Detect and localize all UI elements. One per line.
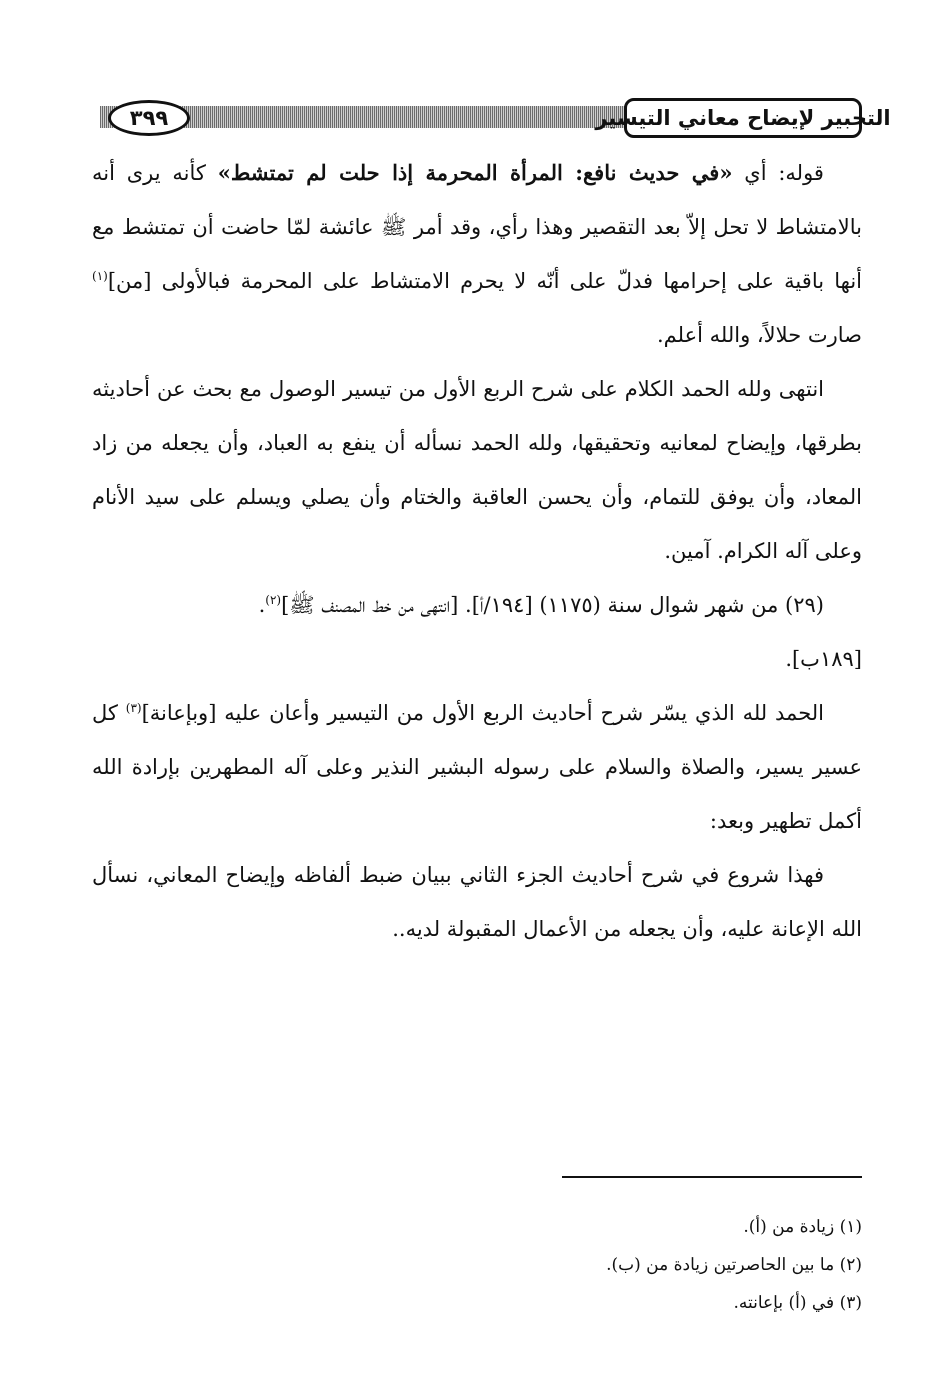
- footnotes: [92, 1208, 862, 1322]
- footnote-ref-2: (٢): [265, 593, 282, 607]
- paragraph-1-quote: «في حديث نافع: المرأة المحرمة إذا حلت لم تمتشط»: [217, 160, 733, 185]
- paragraph-1-prefix: قوله: أي: [732, 161, 824, 185]
- page-number: ٣٩٩: [129, 106, 169, 130]
- paragraph-2: انتهى ولله الحمد الكلام على شرح الربع الأول من تيسير الوصول مع بحث عن أحاديثه بطرقها، وإيضاح لمعانيه وتحقيقها، ولله الحمد نسأله أن ينفع به العباد، وأن يجعله من زاد المعاد، وأن يوفق للتمام، وأن يحسن العاقبة والختام وأن يصلي ويسلم على سيد الأنام وعلى آله الكرام. آمين.: [92, 377, 862, 563]
- footnote-ref-3: (٣): [125, 701, 142, 715]
- footnote-separator: [562, 1176, 862, 1178]
- page-header: [90, 94, 891, 146]
- paragraph-6: فهذا شروع في شرح أحاديث الجزء الثاني ببيان ضبط ألفاظه وإيضاح المعاني، نسأل الله الإعانة عليه، وأن يجعله من الأعمال المقبولة لديه..: [92, 863, 862, 941]
- paragraph-1-text: كأنه يرى أنه بالامتشاط لا تحل إلاّ بعد التقصير وهذا رأي، وقد أمر ﷺ عائشة لمّا حاضت أن تمتشط مع أنها باقية على إحرامها فدلّ على أنّه لا يحرم الامتشاط على المحرمة فبالأولى [من]: [92, 161, 862, 293]
- page-number-badge: [108, 100, 190, 136]
- paragraph-5-text: الحمد لله الذي يسّر شرح أحاديث الربع الأول من التيسير وأعان عليه [وبإعانة]: [141, 701, 824, 725]
- paragraph-5: [92, 686, 862, 848]
- paragraph-3-suffix: .: [258, 593, 266, 617]
- footnote-2: (٢) ما بين الحاصرتين زيادة من (ب).: [606, 1255, 862, 1275]
- paragraph-3: [92, 578, 862, 632]
- book-title: التحبير لإيضاح معاني التيسير: [595, 106, 891, 130]
- paragraph-1-suffix: صارت حلالاً، والله أعلم.: [657, 323, 862, 347]
- paragraph-3-text: (٢٩) من شهر شوال سنة (١١٧٥) [١٩٤/أ]. [انتهى من خط المصنف ﷺ]: [281, 593, 824, 617]
- book-title-box: [595, 98, 891, 138]
- main-text: [92, 146, 862, 956]
- paragraph-4: [١٨٩ب].: [785, 647, 862, 671]
- paragraph-5-suffix: كل عسير يسير، والصلاة والسلام على رسوله البشير النذير وعلى آله المطهرين بإرادة الله أكمل تطهير وبعد:: [92, 701, 862, 833]
- paragraph-1: [92, 146, 862, 362]
- footnote-1: (١) زيادة من (أ).: [743, 1217, 862, 1237]
- footnote-3: (٣) في (أ) بإعانته.: [733, 1293, 862, 1313]
- footnote-ref-1: (١): [92, 269, 108, 283]
